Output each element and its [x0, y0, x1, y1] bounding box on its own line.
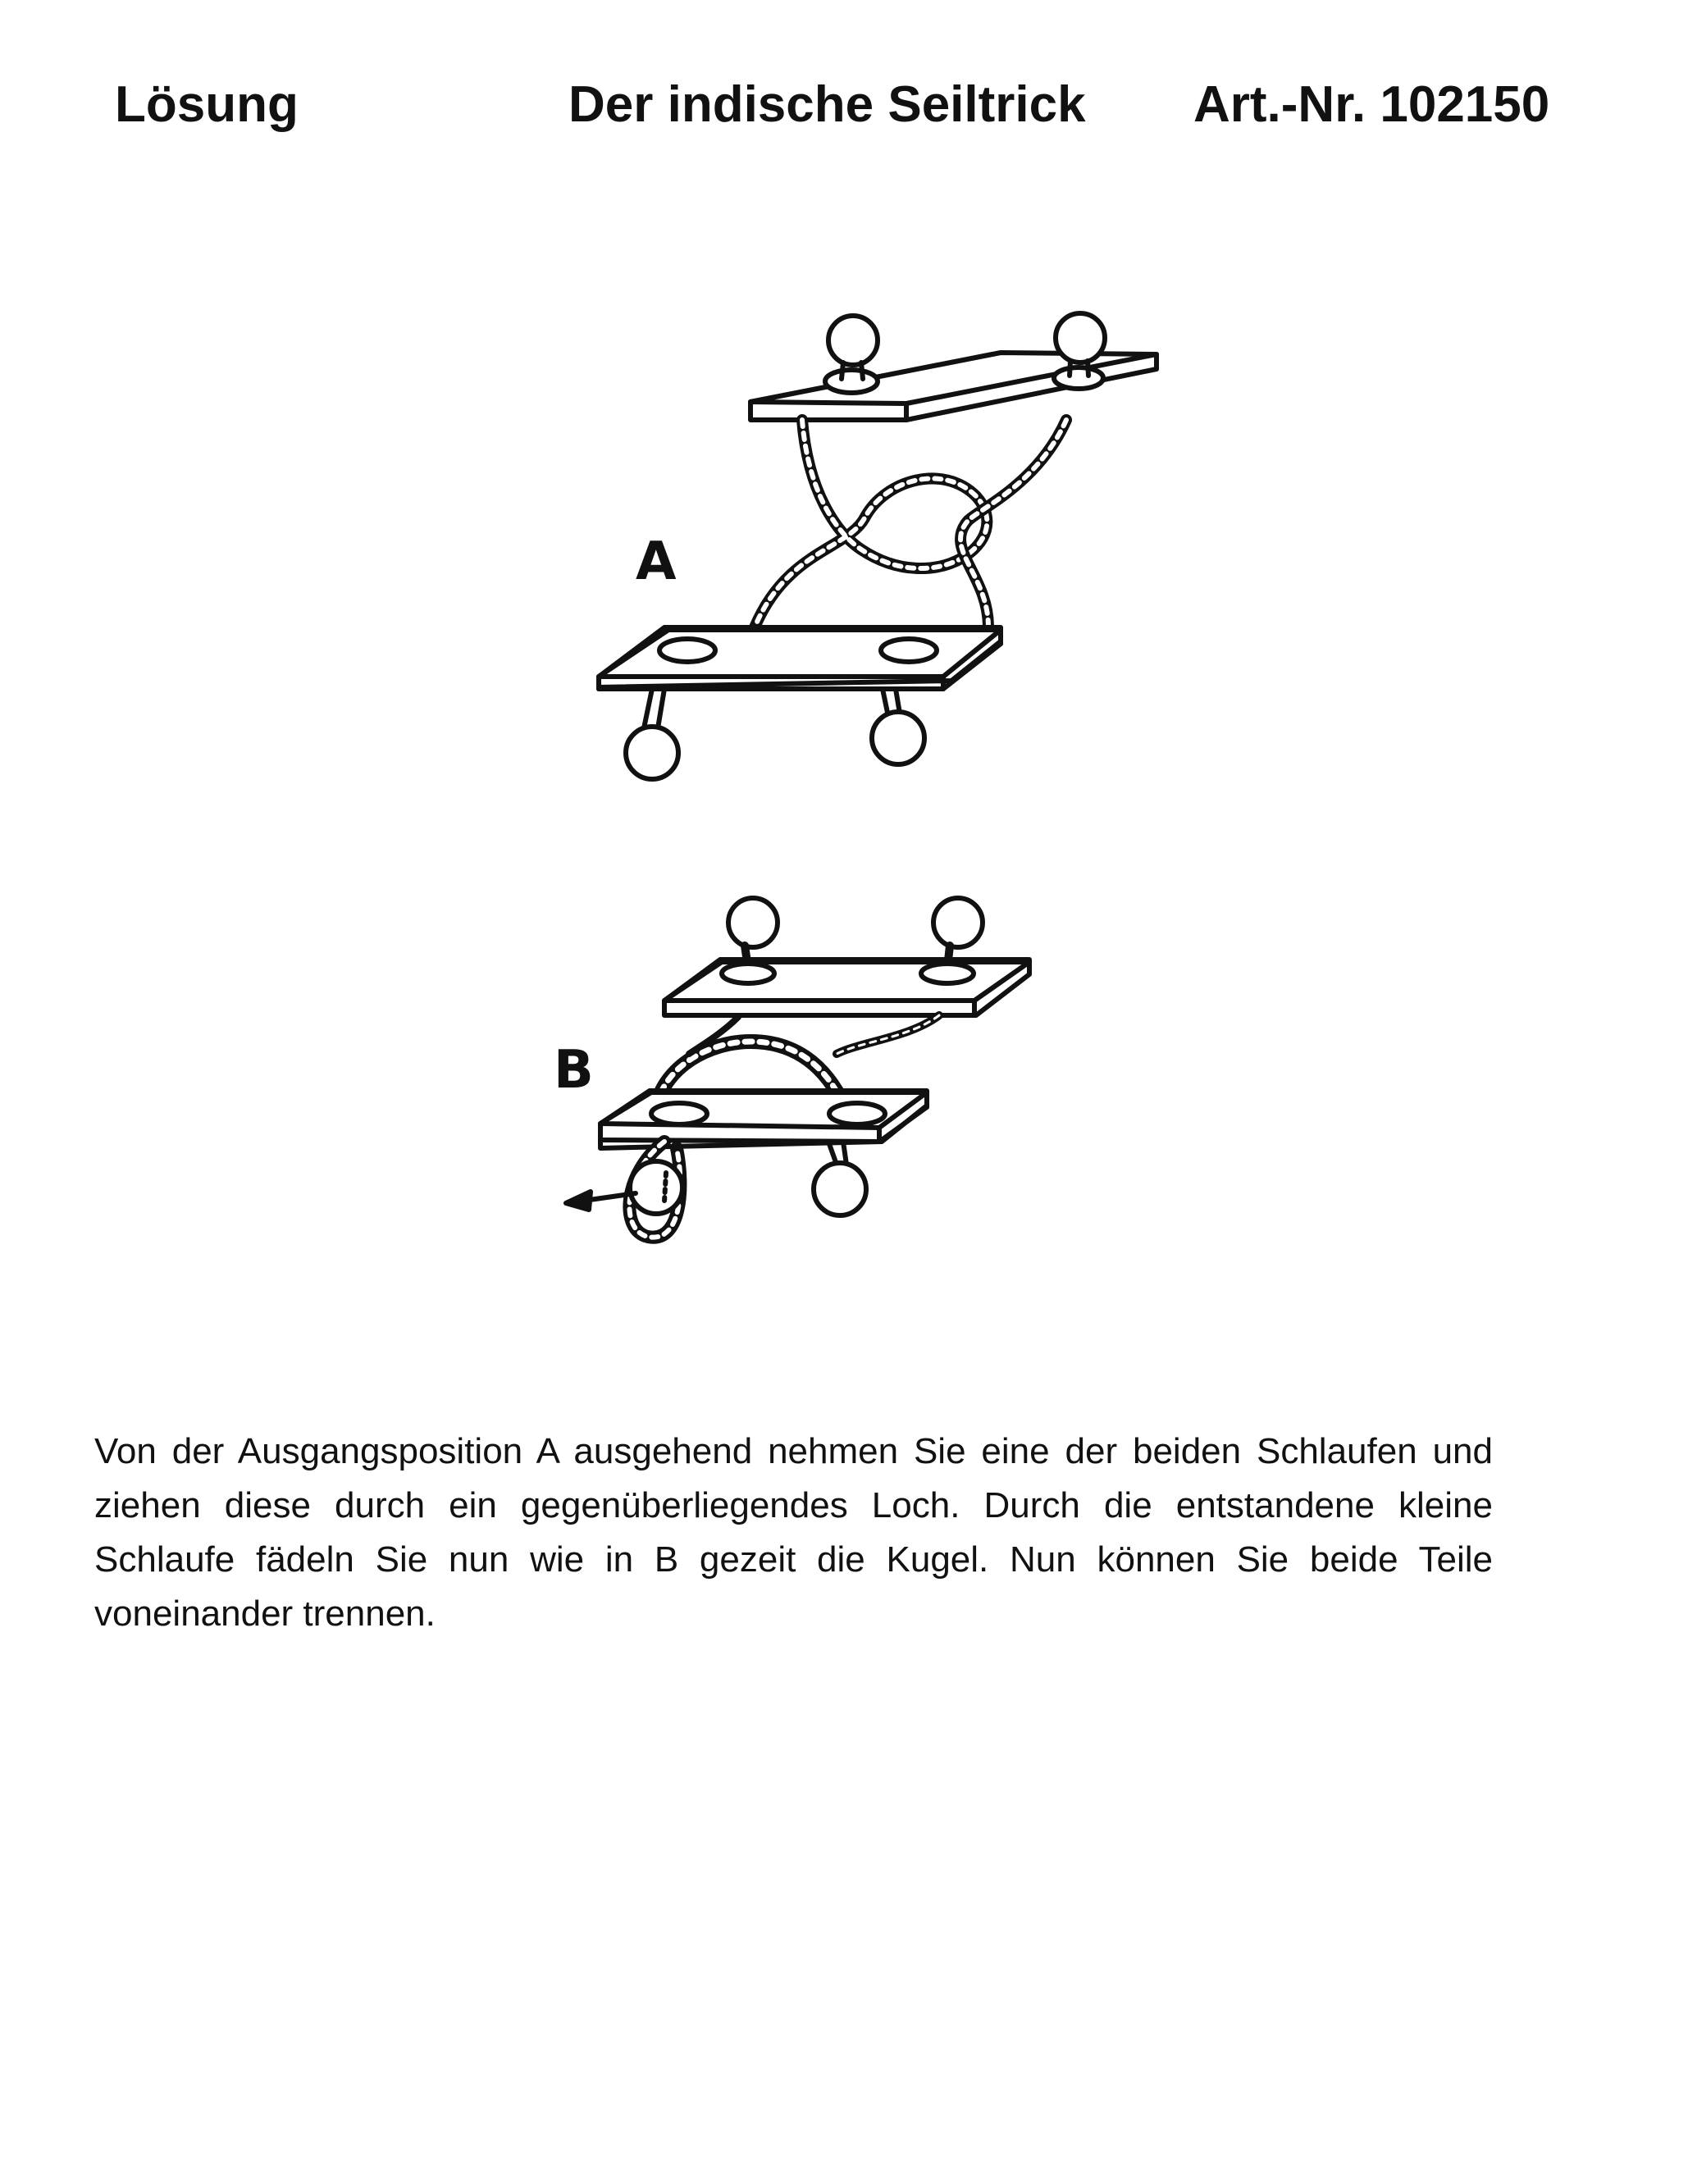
upper-board [750, 353, 1157, 420]
ball-top-right [1056, 313, 1105, 362]
solution-label: Lösung [115, 76, 299, 133]
ball-bottom-right [872, 712, 924, 764]
figure-b-illustration [541, 878, 1066, 1271]
figure-b-label: B [554, 1040, 594, 1101]
upper-board-b [664, 960, 1029, 1015]
instruction-paragraph: Von der Ausgangsposition A ausgehend nehmen Sie eine der beiden Schlaufen und ziehen diese durch ein gegenüberliegendes Loch. Durch die entstandene kleine Schlaufe fädeln Sie nun wie in B gezeit die Kugel. Nun können Sie beide Teile voneinander trennen. [94, 1431, 1493, 1634]
ball-b-top-left [728, 898, 778, 947]
rope [755, 420, 1066, 627]
ball-top-left [828, 316, 878, 365]
ball-bottom-left [626, 727, 678, 779]
ball-b-bottom-right [814, 1163, 866, 1215]
lower-board [599, 627, 1001, 689]
figure-a-label: A [636, 531, 677, 592]
ball-b-bottom-left [630, 1161, 682, 1214]
lower-board-b [600, 1091, 927, 1148]
puzzle-title: Der indische Seiltrick [568, 76, 1086, 133]
article-number: Art.-Nr. 102150 [1193, 76, 1550, 133]
ball-b-top-right [933, 898, 983, 947]
figure-a-illustration [591, 303, 1165, 796]
